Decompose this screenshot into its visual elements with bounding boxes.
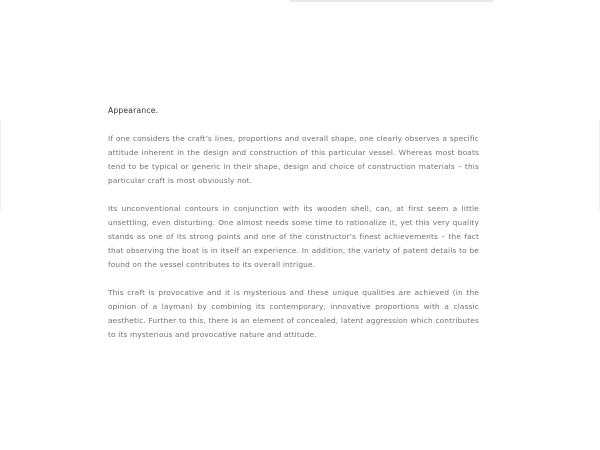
article-paragraph-3: This craft is provocative and it is mysterious and these unique qualities are achieved (in the opinion of a layman) by combining its contemporary, innovative proportions with a classic aesthetic. Further to this, there is an element of concealed, latent aggression which contributes to its mysterious and provocative nature and attitude. <box>108 288 479 339</box>
article <box>108 104 479 356</box>
top-divider <box>290 0 493 2</box>
article-paragraph-2: Its unconventional contours in conjunction with its wooden shell, can, at first seem a little unsettling, even disturbing. One almost needs some time to rationalize it, yet this very quality stands as one of its strong points and one of the constructor’s finest achievements – the fact that observing the boat is in itself an experience. In addition, the variety of patent details to be found on the vessel contributes to its overall intrigue. <box>108 204 479 269</box>
left-edge-divider <box>0 120 1 210</box>
article-heading: Appearance. <box>108 106 159 115</box>
article-paragraph-1: If one considers the craft’s lines, proportions and overall shape, one clearly observes a specific attitude inherent in the design and construction of this particular vessel. Whereas most boats tend to be typical or generic in their shape, design and choice of construction materials – this particular craft is most obviously not. <box>108 134 479 185</box>
